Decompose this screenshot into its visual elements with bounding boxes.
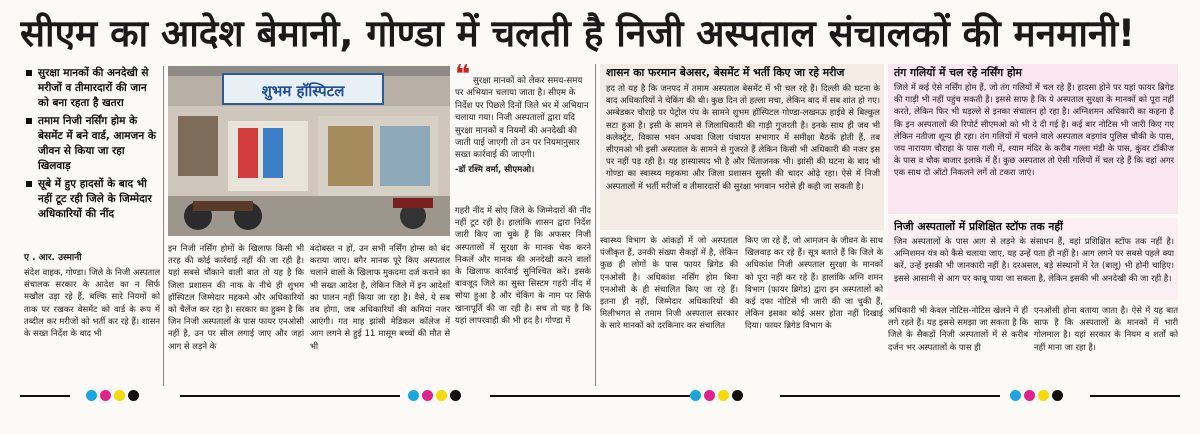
article-col-8: एनओसी होना बताया जाता है। ऐसे में यह बात साफ है कि अस्पतालों के मानकों में भारी गोलमाल है। यहां सरकार के नियम व शर्तों को नहीं माना जा रहा है।: [1034, 305, 1178, 352]
key-point: सूबे में हुए हादसों के बाद भी नहीं टूट रही जिले के जिम्मेदार अधिकारियों की नींद: [24, 177, 160, 222]
article-col-6: किए जा रहे हैं, जो आमजन के जीवन के साथ खिलवाड़ कर रहे हैं। सूत्र बताते हैं कि जिले के अधिकांश निजी अस्पताल सुरक्षा के मानकों को पूरा नहीं कर रहे हैं। हालांकि अग्नि शमन विभाग (फायर ब्रिगेड) द्वारा इन अस्पतालों को कई दफा नोटिसें भी जारी की जा चुकी हैं, लेकिन इसका कोई असर होता नहीं दिखाई दिया। फायर ब्रिगेड विभाग के: [745, 235, 883, 331]
cmo-quote: [455, 60, 590, 196]
byline: ए . आर. उस्मानी: [24, 253, 82, 263]
article-col-1: संदेश वाहक, गोण्डा। जिले के निजी अस्पताल संचालक सरकार के आदेश का न सिर्फ मखौल उड़ा रहे हैं, बल्कि सारे नियमों को ताक पर रखकर बेसमेंट को वार्ड के रूप में तब्दील कर मरीजों को भर्ती कर रहे हैं। शासन के सख्त निर्देश के बाद भी: [24, 267, 160, 339]
article-col-7: अधिकारी भी केवल नोटिस-नोटिस खेलने में ही लगे रहते हैं। यह इससे समझा जा सकता है कि जिले के सैकड़ों निजी अस्पतालों में से करीब दर्जन भर अस्पतालों के पास ही: [888, 305, 1028, 352]
key-point: सुरक्षा मानकों की अनदेखी से मरीजों व तीमारदारों की जान को बना रहता है खतरा: [24, 66, 160, 111]
basement-box-text: हद तो यह है कि जनपद में तमाम अस्पताल बेसमेंट में भी चल रहे हैं। दिल्ली की घटना के बाद अधिकारियों ने चेकिंग की थी। कुछ दिन तो हल्ला मचा, लेकिन बाद में सब शांत हो गए। अम्बेडकर चौराहे पर पेट्रोल पंप के सामने शुभम हॉस्पिटल गोण्डा-लखनऊ हाईवे से बिल्कुल सटा हुआ है। इसी के सामने से जिलाधिकारी की गाड़ी गुजरती है। इनके साथ ही जब भी कलेक्ट्रेट, विकास भवन अथवा जिला पंचायत सभागार में समीक्षा बैठकें होती हैं, तब सीएमओ भी इसी अस्पताल के सामने से गुजरते हैं लेकिन किसी भी अधिकारी की नजर इस पर नहीं पड़ रही है। यह हास्यास्पद भी है और चिंताजनक भी। झांसी की घटना के बाद भी गोण्डा का स्वास्थ्य महकमा और जिला प्रशासन सुस्ती की चादर ओढ़े रहा। ऐसे में निजी अस्पतालों में भर्ती मरीजों व तीमारदारों की सुरक्षा भगवान भरोसे ही कही जा सकती है।: [606, 83, 880, 191]
column-divider: [163, 66, 164, 386]
article-col-5: स्वास्थ्य विभाग के आंकड़ों में जो अस्पताल पंजीकृत हैं, उनकी संख्या सैकड़ों में है, लेकिन कुछ ही लोगों के पास फायर ब्रिगेड की एनओसी है। अधिकांश नर्सिंग होम बिना एनओसी के ही संचालित किए जा रहे हैं। इतना ही नहीं, जिम्मेदार अधिकारियों की मिलीभगत से तमाम निजी अस्पताल सरकार के सारे मानकों को दरकिनार कर संचालित: [600, 235, 738, 331]
untrained-staff-box: [888, 218, 1178, 300]
column-divider: [595, 64, 596, 386]
narrow-lanes-box-text: जिले में कई ऐसे नर्सिंग होम हैं, जो तंग गलियों में चल रहे हैं। हादसा होने पर यहां फायर ब्रिगेड की गाड़ी भी नहीं पहुंच सकती है। इससे साफ है कि ये अस्पताल सुरक्षा के मानकों को पूरा नहीं करते, लेकिन फिर भी धड़ल्ले से इनका संचालन हो रहा है। अग्निशमन अधिकारी का कहना है कि इन अस्पतालों की रिपोर्ट सीएमओ को भी दे दी गई है। कई बार नोटिस भी जारी किए गए लेकिन नतीजा शून्य ही रहा। तंग गलियों में चलने वाले अस्पताल बड़गांव पुलिस चौकी के पास, जय नारायण चौराहा के पास गली में, श्याम मंदिर के करीब गल्ला मंडी के पास, कुंवर टॉकीज के पास व चौक बाजार इलाके में हैं। कुछ अस्पताल तो ऐसी गलियों में चल रहे हैं कि वहां अगर एक साथ दो ऑटो निकलने लगें तो टकरा जाएं।: [894, 82, 1174, 178]
narrow-lanes-box: [888, 64, 1178, 214]
key-point: तमाम निजी नर्सिंग होम के बेसमेंट में बने वार्ड, आमजन के जीवन से किया जा रहा खिलवाड़: [24, 114, 160, 174]
article-col-4: गहरी नींद में सोए जिले के जिम्मेदारों की नींद नहीं टूट रही है। हालांकि शासन द्वारा निर्देश जारी किए जा चुके हैं कि अफसर निजी अस्पतालों में सुरक्षा के मानक चेक करने निकलें और मानक की अनदेखी करने वालों के खिलाफ कार्रवाई सुनिश्चित करें। इसके बावजूद जिले का सुस्त सिस्टम गहरी नींद में सोया हुआ है और चेकिंग के नाम पर सिर्फ खानापूर्ति की जा रही है। सच तो यह है कि यहां लापरवाही की भी हद है। गोण्डा में: [455, 205, 591, 325]
quote-text: सुरक्षा मानकों को लेकर समय-समय पर अभियान चलाया जाता है। सीएम के निर्देश पर पिछले दिनों जिले भर में अभियान चलाया गया। निजी अस्पतालों द्वारा यदि सुरक्षा मानकों व नियमों की अनदेखी की जाती पाई जाएगी तो उन पर नियमानुसार सख्त कार्रवाई की जाएगी।: [455, 76, 589, 161]
hospital-photo-illustration: [168, 66, 450, 236]
quote-author: -डॉ रश्मि वर्मा, सीएमओ।: [455, 164, 535, 175]
narrow-lanes-box-title: तंग गलियों में चल रहे नर्सिंग होम: [894, 66, 1022, 79]
untrained-staff-box-title: निजी अस्पतालों में प्रशिक्षित स्टॉफ तक नहीं: [894, 220, 1063, 233]
headline: सीएम का आदेश बेमानी, गोण्डा में चलती है निजी अस्पताल संचालकों की मनमानी!: [20, 12, 1135, 55]
sign-text: शुभम हॉस्पिटल: [261, 82, 345, 100]
article-col-3: बंदोबस्त न हों, उन सभी नर्सिंग होम्स को बंद कराया जाए। बगैर मानक पूरे किए अस्पताल चलाने वालों के खिलाफ मुकदमा दर्ज कराने का भी सख्त आदेश है, लेकिन जिले में इन आदेशों का पालन नहीं किया जा रहा है। वैसे, ये सब तब होगा, जब अधिकारियों की कमियां नजर आएंगी। गत माह झांसी मेडिकल कॉलेज में आग लगने से हुई 11 मासूम बच्चों की मौत से भी: [310, 243, 450, 351]
basement-box: [600, 64, 884, 230]
quote-mark-icon: ❝: [455, 60, 471, 90]
hospital-photo: [168, 66, 450, 236]
article-col-2: इन निजी नर्सिंग होमों के खिलाफ किसी भी तरह की कोई कार्रवाई नहीं की जा रही है। यहां सबसे चौंकाने वाली बात तो यह है कि जिला प्रशासन की नाक के नीचे ही शुभम हॉस्पिटल जिम्मेदार महकमे और अधिकारियों को चैलेंज कर रहा है। सरकार का हुक्म है कि जिन निजी अस्पतालों के पास फायर एनओसी नहीं है, उन पर सील लगाई जाए और जहां आग से लड़ने के: [168, 243, 304, 351]
trim-marks: [20, 391, 1180, 401]
basement-box-title: शासन का फरमान बेअसर, बेसमेंट में भर्ती किए जा रहे मरीज: [606, 66, 845, 79]
untrained-staff-box-text: जिन अस्पतालों के पास आग से लड़ने के संसाधन हैं, वहां प्रशिक्षित स्टॉफ तक नहीं है। अग्निशमन यंत्र को कैसे चलाया जाए, यह उन्हें पता ही नहीं है। आग लगने पर सबसे पहले क्या करें, उन्हें इसकी भी जानकारी नहीं है। दरअसल, बड़े संस्थानों में रेत (बालू) भी होनी चाहिए। इससे आसानी से आग पर काबू पाया जा सकता है, लेकिन इसकी भी अनदेखी की जा रही है।: [894, 236, 1174, 283]
key-points: [24, 66, 160, 225]
